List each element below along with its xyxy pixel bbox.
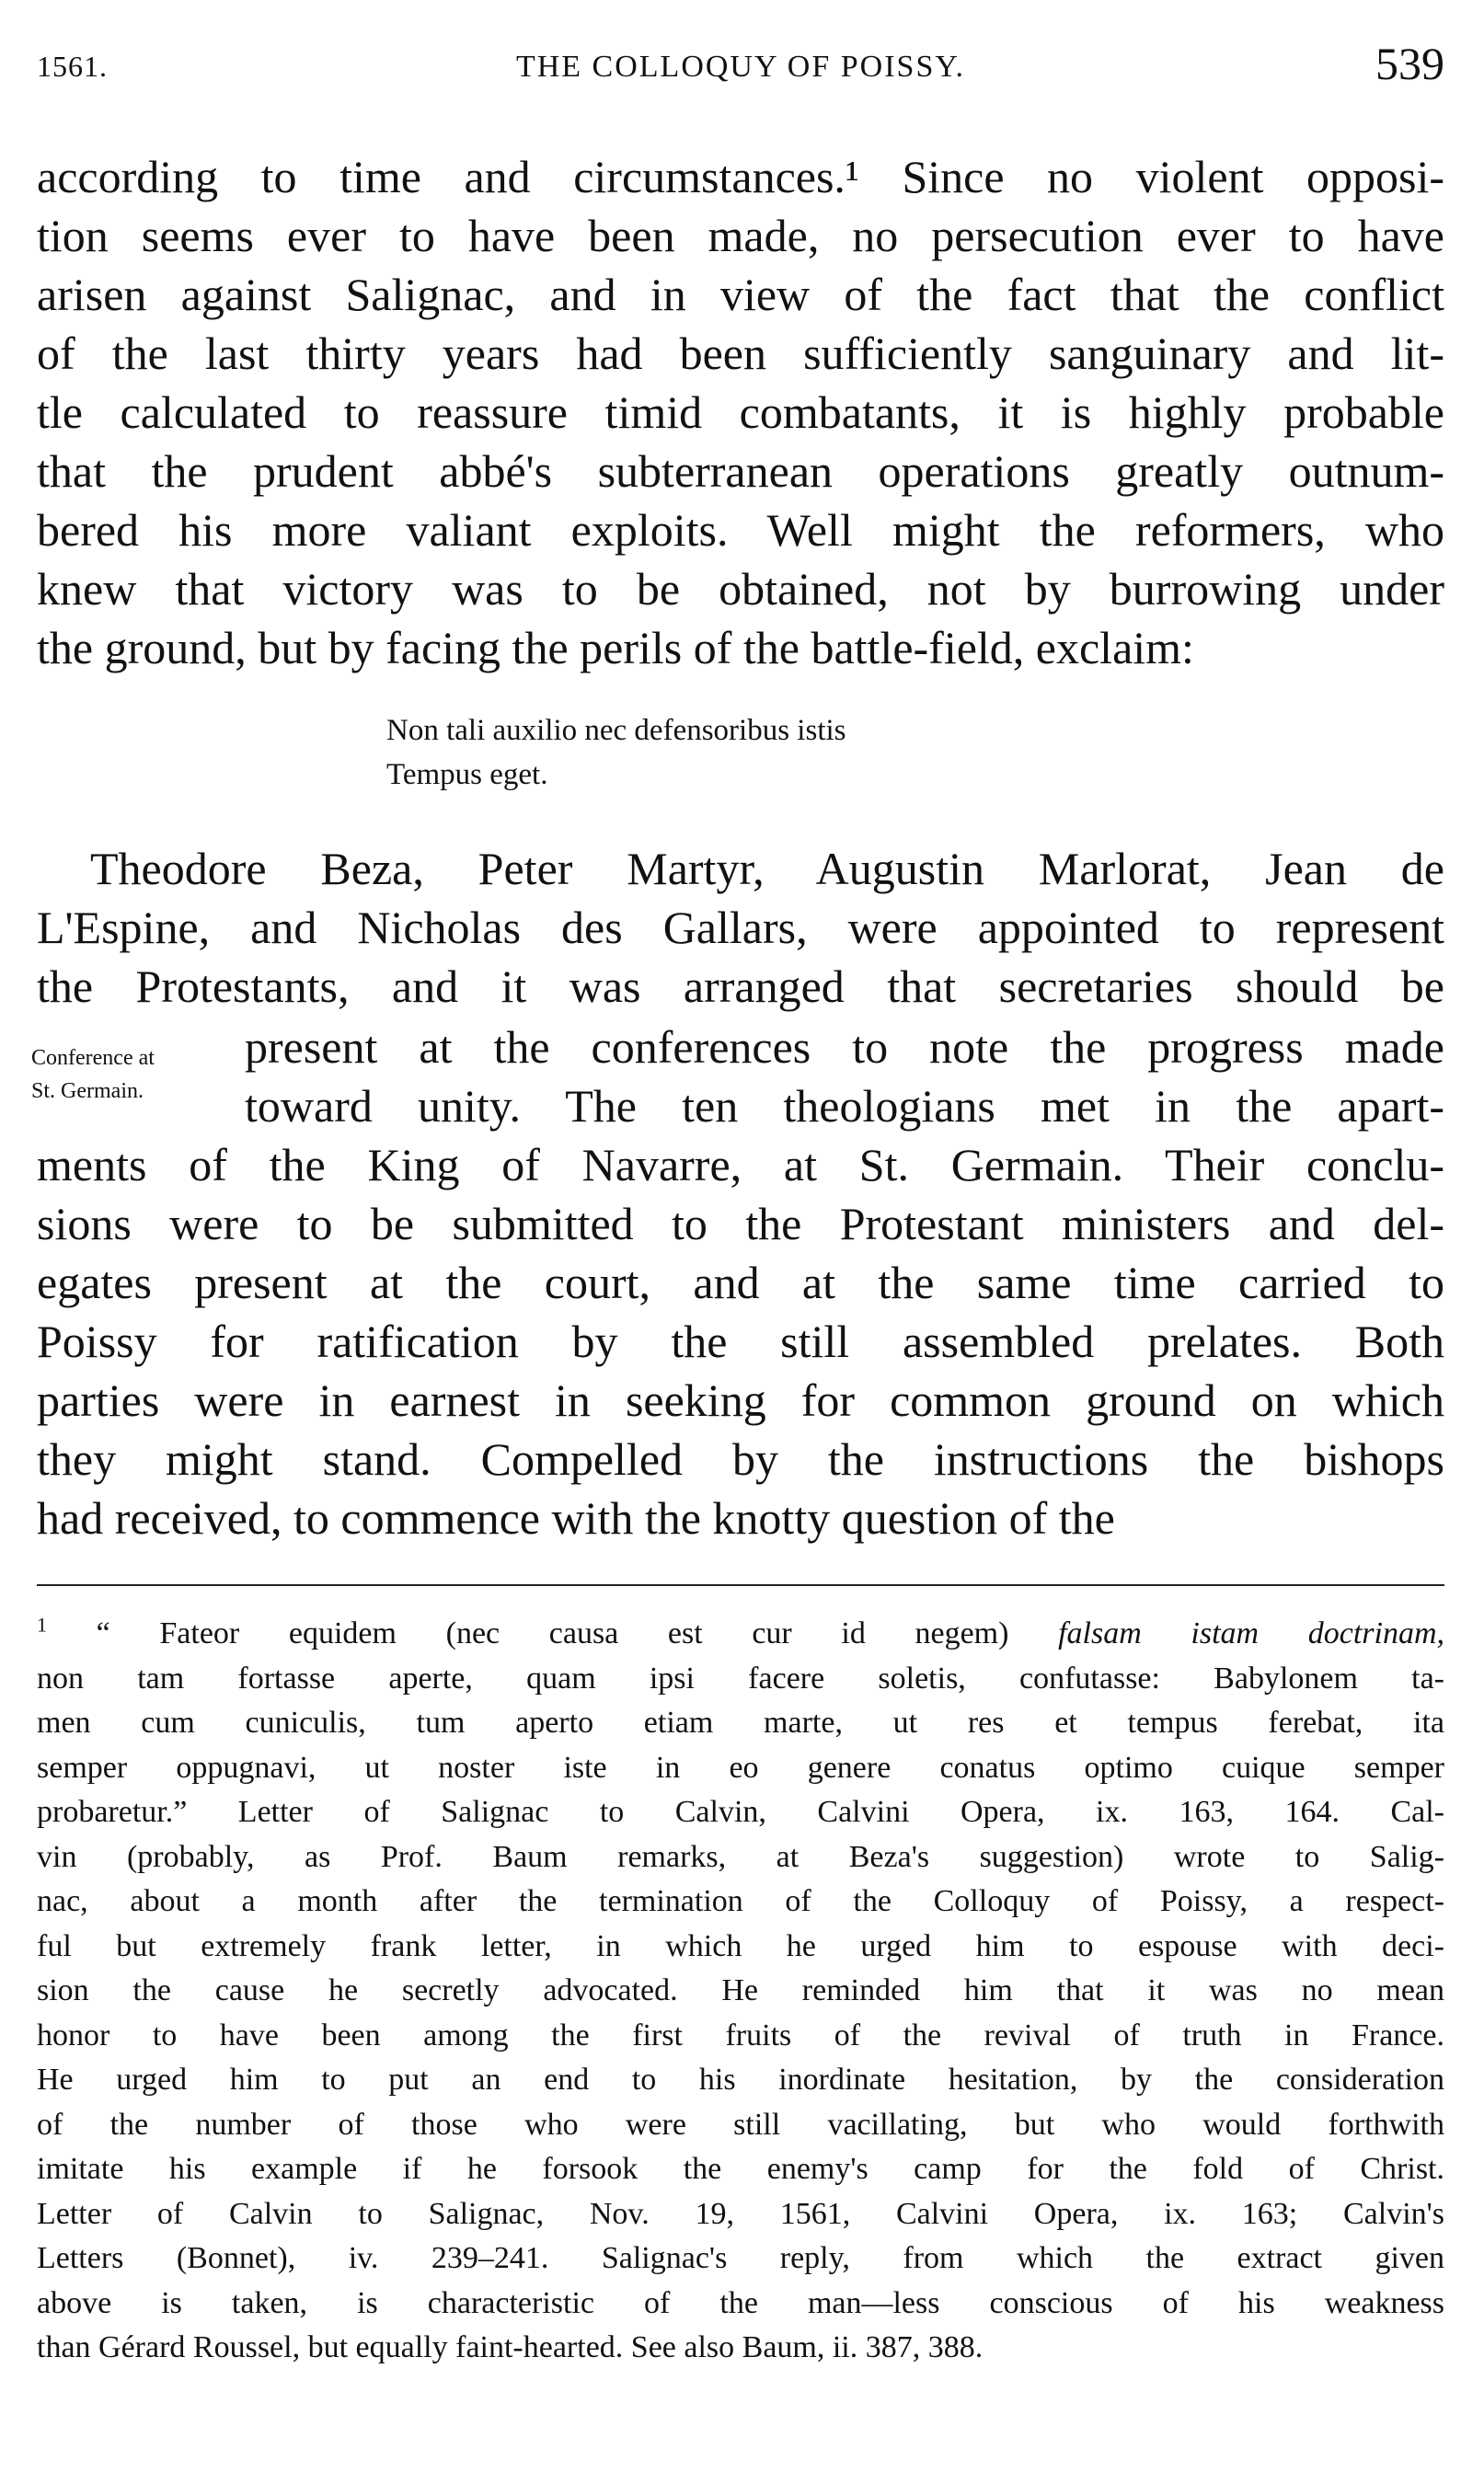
paragraph-2-line: had received, to commence with the knotty question of the — [37, 1492, 1115, 1544]
footnote-line: ful but extremely frank letter, in which he urged him to espouse with deci- — [37, 1928, 1444, 1963]
paragraph-2-line: sions were to be submitted to the Protestant ministers and del- — [37, 1198, 1444, 1249]
margin-note-line: St. Germain. — [31, 1079, 144, 1103]
footnote-line: probaretur.” Letter of Salignac to Calvin, Calvini Opera, ix. 163, 164. Cal- — [37, 1795, 1444, 1829]
paragraph-1-line: the ground, but by facing the perils of the battle-field, exclaim: — [37, 622, 1194, 673]
paragraph-2-line: toward unity. The ten theologians met in the apart- — [245, 1080, 1444, 1132]
footnote-marker: 1 — [37, 1613, 47, 1637]
paragraph-1-line: that the prudent abbé's subterranean operations greatly outnum- — [37, 445, 1444, 497]
paragraph-1-line: arisen against Salignac, and in view of the fact that the conflict — [37, 269, 1444, 320]
latin-verse-quote — [386, 708, 846, 797]
page-number: 539 — [1375, 38, 1444, 89]
footnote-line: semper oppugnavi, ut noster iste in eo genere conatus optimo cuique semper — [37, 1750, 1444, 1785]
paragraph-2-rest — [37, 1135, 1444, 1547]
paragraph-2-line: Poissy for ratification by the still assembled prelates. Both — [37, 1316, 1444, 1367]
footnote-line: honor to have been among the first fruits of the revival of truth in France. — [37, 2018, 1444, 2052]
margin-note-line: Conference at — [31, 1046, 155, 1070]
paragraph-2-line: Theodore Beza, Peter Martyr, Augustin Marlorat, Jean de — [90, 843, 1444, 894]
footnote-line: men cum cuniculis, tum aperto etiam marte, ut res et tempus ferebat, ita — [37, 1706, 1444, 1740]
footnote-line: of the number of those who were still vacillating, but who would forthwith — [37, 2107, 1444, 2142]
paragraph-2-line: egates present at the court, and at the same time carried to — [37, 1257, 1444, 1308]
paragraph-1-line: of the last thirty years had been sufficiently sanguinary and lit- — [37, 328, 1444, 379]
paragraph-1 — [37, 147, 1444, 677]
footnote-text: “ Fateor equidem (nec causa est cur id negem) — [96, 1616, 1009, 1650]
footnote-line — [37, 1612, 1444, 1657]
footnote-line: than Gérard Roussel, but equally faint-hearted. See also Baum, ii. 387, 388. — [37, 2330, 984, 2364]
paragraph-1-line: bered his more valiant exploits. Well might the reformers, who — [37, 504, 1444, 556]
footnote-line: above is taken, is characteristic of the man—less conscious of his weakness — [37, 2285, 1444, 2320]
footnote-divider — [37, 1584, 1444, 1586]
paragraph-2-line: L'Espine, and Nicholas des Gallars, were appointed to represent — [37, 902, 1444, 953]
paragraph-2-line: they might stand. Compelled by the instructions the bishops — [37, 1433, 1444, 1485]
paragraph-1-line: knew that victory was to be obtained, not by burrowing under — [37, 563, 1444, 615]
paragraph-1-line: tle calculated to reassure timid combatants, it is highly probable — [37, 386, 1444, 438]
header-title: THE COLLOQUY OF POISSY. — [515, 50, 966, 84]
running-header — [37, 37, 1444, 92]
paragraph-2-line: ments of the King of Navarre, at St. Germain. Their conclu- — [37, 1139, 1444, 1190]
margin-note — [31, 1041, 155, 1108]
footnote-line: sion the cause he secretly advocated. He reminded him that it was no mean — [37, 1973, 1444, 2007]
paragraph-2-line: present at the conferences to note the progress made — [245, 1021, 1444, 1073]
footnote-line: vin (probably, as Prof. Baum remarks, at Beza's suggestion) wrote to Salig- — [37, 1839, 1444, 1874]
paragraph-1-line: tion seems ever to have been made, no persecution ever to have — [37, 210, 1444, 261]
paragraph-1-line: according to time and circumstances.¹ Since no violent opposi- — [37, 151, 1444, 202]
verse-line: Tempus eget. — [386, 758, 548, 791]
footnote-line: imitate his example if he forsook the enemy's camp for the fold of Christ. — [37, 2152, 1444, 2186]
paragraph-2-line: parties were in earnest in seeking for common ground on which — [37, 1374, 1444, 1426]
footnote — [37, 1612, 1444, 2371]
footnote-line: Letter of Calvin to Salignac, Nov. 19, 1561, Calvini Opera, ix. 163; Calvin's — [37, 2196, 1444, 2231]
footnote-line: nac, about a month after the termination of the Colloquy of Poissy, a respect- — [37, 1884, 1444, 1918]
footnote-italic-text: falsam istam doctrinam, — [1058, 1616, 1445, 1650]
verse-line: Non tali auxilio nec defensoribus istis — [386, 714, 846, 747]
footnote-line: non tam fortasse aperte, quam ipsi facere soletis, confutasse: Babylonem ta- — [37, 1661, 1444, 1696]
footnote-line: Letters (Bonnet), iv. 239–241. Salignac's reply, from which the extract given — [37, 2241, 1444, 2275]
header-year: 1561. — [37, 50, 108, 83]
paragraph-2-line: the Protestants, and it was arranged that secretaries should be — [37, 960, 1444, 1012]
paragraph-2-top — [37, 839, 1444, 1016]
paragraph-2-side — [245, 1018, 1444, 1135]
footnote-line: He urged him to put an end to his inordinate hesitation, by the consideration — [37, 2063, 1444, 2097]
